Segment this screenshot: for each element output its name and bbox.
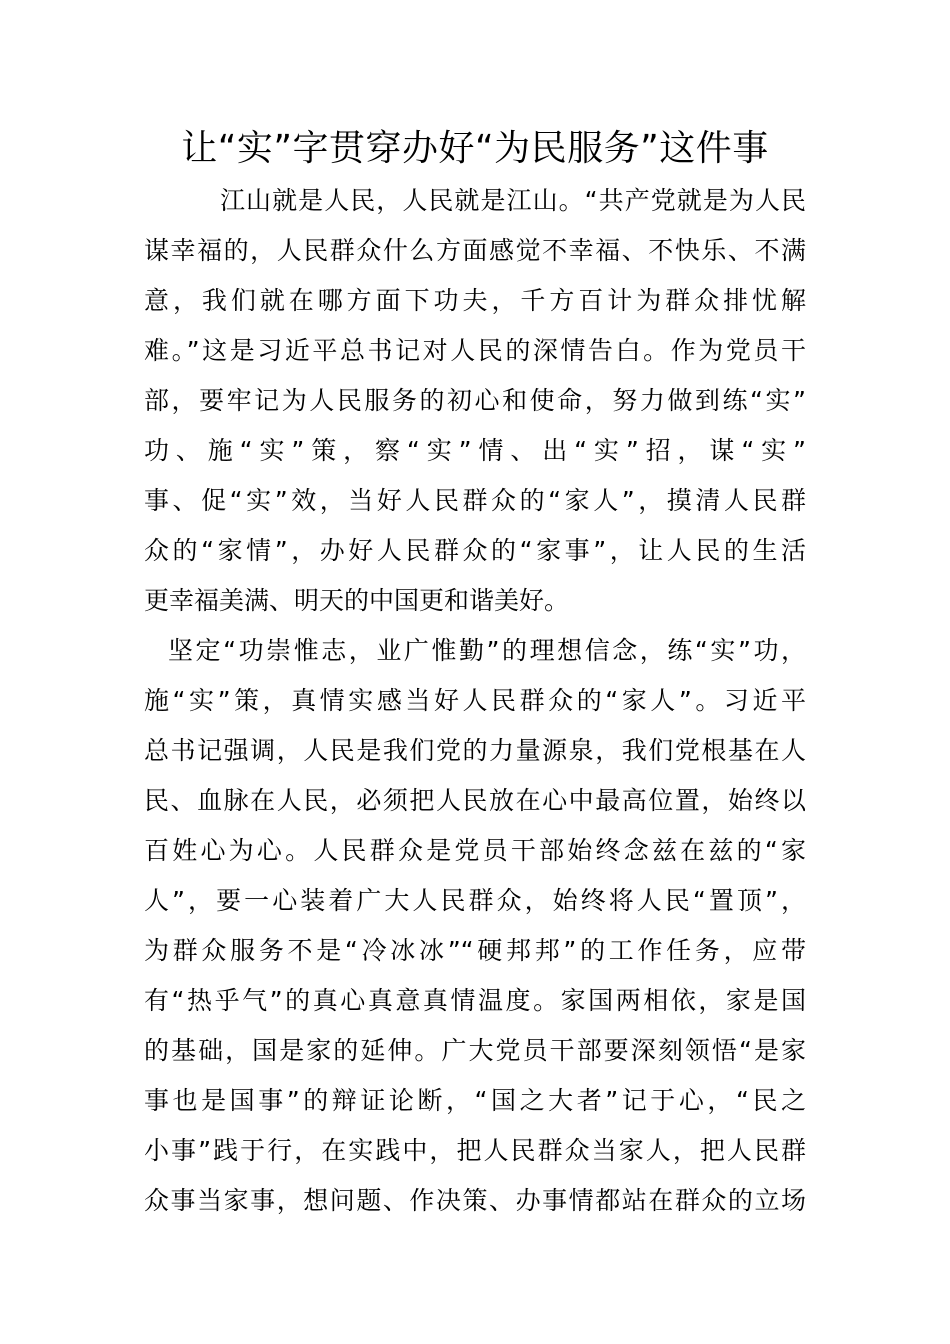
paragraph-1 [144, 176, 806, 626]
text-line: 功、施“实”策，察“实”情、出“实”招，谋“实” [144, 436, 806, 465]
text-line: 事、促“实”效，当好人民群众的“家人”，摸清人民群 [144, 486, 806, 515]
text-line: 众的“家情”，办好人民群众的“家事”，让人民的生活 [144, 536, 806, 565]
text-line: 小事”践于行，在实践中，把人民群众当家人，把人民群 [144, 1136, 806, 1165]
text-line: 百姓心为心。人民群众是党员干部始终念兹在兹的“家 [144, 836, 806, 865]
document-body [144, 176, 806, 1226]
text-line: 总书记强调，人民是我们党的力量源泉，我们党根基在人 [144, 736, 806, 765]
text-line: 事也是国事”的辩证论断，“国之大者”记于心，“民之 [144, 1086, 806, 1115]
text-line: 民、血脉在人民，必须把人民放在心中最高位置，始终以 [144, 786, 806, 815]
text-line: 部，要牢记为人民服务的初心和使命，努力做到练“实” [144, 386, 806, 415]
text-line: 坚定“功崇惟志，业广惟勤”的理想信念，练“实”功， [168, 636, 806, 665]
text-line: 众事当家事，想问题、作决策、办事情都站在群众的立场 [144, 1186, 806, 1215]
text-line: 谋幸福的，人民群众什么方面感觉不幸福、不快乐、不满 [144, 236, 806, 265]
document-title: 让“实”字贯穿办好“为民服务”这件事 [181, 128, 769, 169]
text-line: 为群众服务不是“冷冰冰”“硬邦邦”的工作任务，应带 [144, 936, 806, 965]
text-line: 人”，要一心装着广大人民群众，始终将人民“置顶”， [144, 886, 806, 915]
text-line: 意，我们就在哪方面下功夫，千方百计为群众排忧解 [144, 286, 806, 315]
text-line: 江山就是人民，人民就是江山。“共产党就是为人民 [220, 186, 806, 215]
text-line: 难。”这是习近平总书记对人民的深情告白。作为党员干 [144, 336, 806, 365]
paragraph-2 [144, 626, 806, 1226]
text-line: 有“热乎气”的真心真意真情温度。家国两相依，家是国 [144, 986, 806, 1015]
text-line: 施“实”策，真情实感当好人民群众的“家人”。习近平 [144, 686, 806, 715]
text-line: 更幸福美满、明天的中国更和谐美好。 [144, 586, 570, 615]
text-line: 的基础，国是家的延伸。广大党员干部要深刻领悟“是家 [144, 1036, 806, 1065]
